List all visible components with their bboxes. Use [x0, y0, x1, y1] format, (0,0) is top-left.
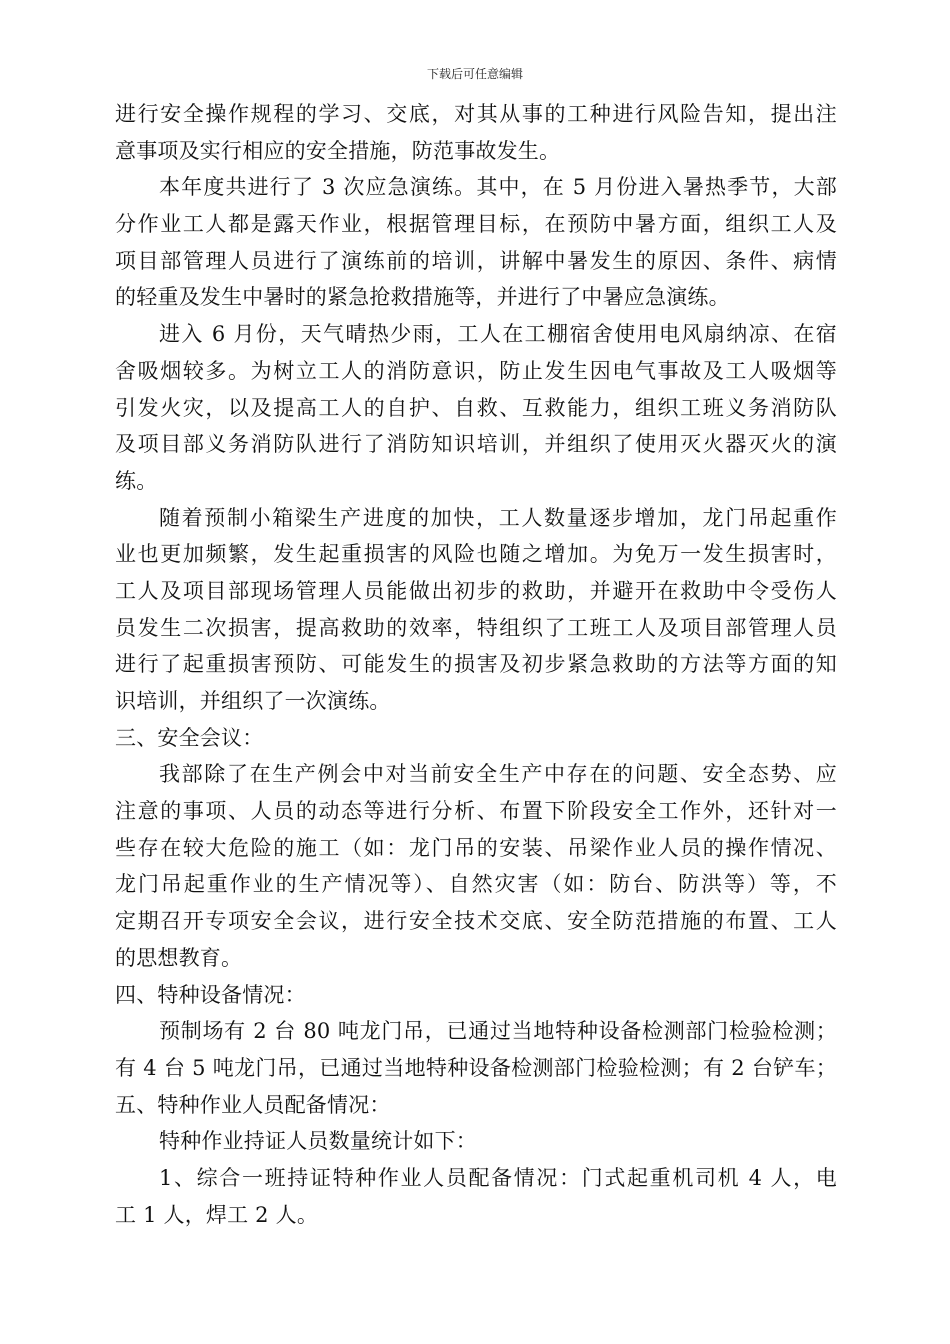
text-line: 员发生二次损害，提高救助的效率，特组织了工班工人及项目部管理人员 [115, 615, 837, 640]
text-line: 识培训，并组织了一次演练。 [115, 689, 391, 713]
text-line: 随着预制小箱梁生产进度的加快，工人数量逐步增加，龙门吊起重作 [159, 505, 837, 530]
text-line: 的轻重及发生中暑时的紧急抢救措施等，并进行了中暑应急演练。 [115, 285, 730, 310]
text-line: 舍吸烟较多。为树立工人的消防意识，防止发生因电气事故及工人吸烟等 [115, 358, 837, 383]
text-line: 练。 [115, 468, 158, 493]
section-heading: 四、特种设备情况： [115, 982, 306, 1007]
text-line: 我部除了在生产例会中对当前安全生产中存在的问题、安全态势、应 [159, 762, 837, 787]
text-line: 业也更加频繁，发生起重损害的风险也随之增加。为免万一发生损害时， [115, 542, 837, 567]
text-line: 意事项及实行相应的安全措施，防范事故发生。 [115, 138, 561, 163]
page-header: 下载后可任意编辑 [426, 67, 523, 81]
text-line: 1、综合一班持证特种作业人员配备情况：门式起重机司机 4 人，电 [159, 1165, 837, 1190]
text-line: 注意的事项、人员的动态等进行分析、布置下阶段安全工作外，还针对一 [115, 799, 837, 824]
text-line: 分作业工人都是露天作业，根据管理目标，在预防中暑方面，组织工人及 [115, 212, 837, 237]
text-line: 龙门吊起重作业的生产情况等）、自然灾害（如：防台、防洪等）等，不 [115, 872, 837, 897]
text-line: 定期召开专项安全会议，进行安全技术交底、安全防范措施的布置、工人 [115, 909, 837, 934]
text-line: 引发火灾，以及提高工人的自护、自救、互救能力，组织工班义务消防队 [115, 395, 837, 420]
text-line: 项目部管理人员进行了演练前的培训，讲解中暑发生的原因、条件、病情 [115, 248, 837, 273]
text-line: 本年度共进行了 3 次应急演练。其中，在 5 月份进入暑热季节，大部 [159, 175, 837, 200]
text-line: 进行了起重损害预防、可能发生的损害及初步紧急救助的方法等方面的知 [115, 652, 837, 677]
text-line: 进行安全操作规程的学习、交底，对其从事的工种进行风险告知，提出注 [115, 102, 837, 126]
text-line: 预制场有 2 台 80 吨龙门吊，已通过当地特种设备检测部门检验检测； [159, 1019, 837, 1044]
text-line: 进入 6 月份，天气晴热少雨，工人在工棚宿舍使用电风扇纳凉、在宿 [159, 322, 837, 347]
document-body [115, 96, 837, 1233]
text-line: 工人及项目部现场管理人员能做出初步的救助，并避开在救助中令受伤人 [115, 578, 837, 603]
text-line: 些存在较大危险的施工（如：龙门吊的安装、吊梁作业人员的操作情况、 [115, 835, 837, 860]
text-line: 工 1 人，焊工 2 人。 [115, 1202, 319, 1227]
section-heading: 三、安全会议： [115, 725, 264, 750]
text-line: 及项目部义务消防队进行了消防知识培训，并组织了使用灭火器灭火的演 [115, 432, 837, 457]
section-heading: 五、特种作业人员配备情况： [115, 1092, 391, 1117]
text-line: 的思想教育。 [115, 945, 243, 970]
text-line: 特种作业持证人员数量统计如下： [159, 1129, 477, 1154]
text-line: 有 4 台 5 吨龙门吊，已通过当地特种设备检测部门检验检测；有 2 台铲车； [115, 1055, 837, 1080]
